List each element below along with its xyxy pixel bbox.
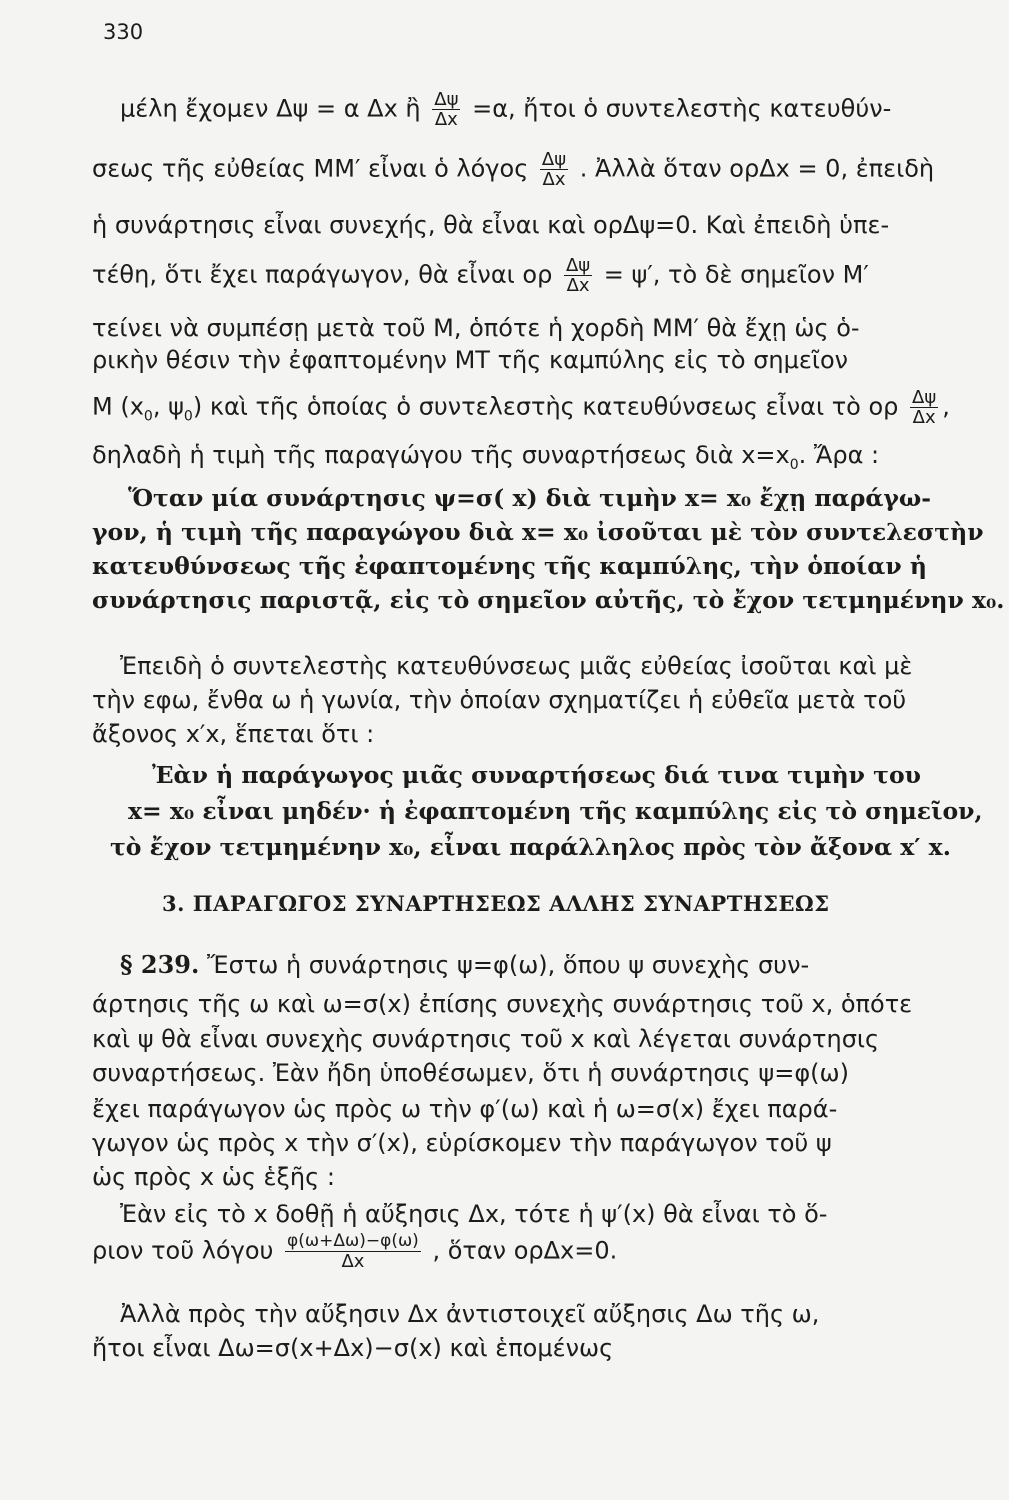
theorem-line: τὸ ἔχον τετμημένην x₀, εἶναι παράλληλος πρὸς τὸν ἄξονα x′ x. bbox=[110, 833, 951, 861]
text-line: τὴν εφω, ἔνθα ω ἡ γωνία, τὴν ὁποίαν σχηματίζει ἡ εὐθεῖα μετὰ τοῦ bbox=[92, 686, 907, 714]
text-line: Ἀλλὰ πρὸς τὴν αὔξησιν Δx ἀντιστοιχεῖ αὔξησις Δω τῆς ω, bbox=[120, 1300, 820, 1328]
text-line: ἤτοι εἶναι Δω=σ(x+Δx)−σ(x) καὶ ἑπομένως bbox=[92, 1334, 614, 1362]
theorem-line: συνάρτησις παριστᾷ, εἰς τὸ σημεῖον αὐτῆς, τὸ ἔχον τετμημένην x₀. bbox=[92, 586, 1005, 614]
theorem-line: γον, ἡ τιμὴ τῆς παραγώγου διὰ x= x₀ ἰσοῦται μὲ τὸν συντελεστὴν bbox=[92, 518, 984, 546]
theorem-line: Ἐὰν ἡ παράγωγος μιᾶς συναρτήσεως διά τινα τιμὴν του bbox=[152, 761, 921, 789]
text-line: § 239. Ἔστω ἡ συνάρτησις ψ=φ(ω), ὅπου ψ συνεχὴς συν- bbox=[120, 950, 810, 979]
text-line: ἄξονος x′x, ἕπεται ὅτι : bbox=[92, 720, 375, 748]
text-line: άρτησις τῆς ω καὶ ω=σ(x) ἐπίσης συνεχὴς συνάρτησις τοῦ x, ὁπότε bbox=[92, 990, 913, 1018]
text-line: ὡς πρὸς x ὡς ἑξῆς : bbox=[92, 1163, 335, 1191]
text-line: συναρτήσεως. Ἐὰν ἤδη ὑποθέσωμεν, ὅτι ἡ συνάρτησις ψ=φ(ω) bbox=[92, 1059, 849, 1087]
text-line: τέθη, ὅτι ἔχει παράγωγον, θὰ εἶναι ορ $\frac{\Delta\psi}{\Delta x}$ = ψ′, τὸ δὲ σημεῖον Μ′ bbox=[92, 255, 869, 296]
text-line: μέλη ἔχομεν Δψ = α Δx ἢ $\frac{\Delta\psi}{\Delta x}$ =α, ἤτοι ὁ συντελεστὴς κατευθύν- bbox=[120, 89, 892, 130]
text-line: τείνει νὰ συμπέσῃ μετὰ τοῦ Μ, ὁπότε ἡ χορδὴ ΜΜ′ θὰ ἔχῃ ὡς ὁ- bbox=[92, 314, 860, 342]
fraction: $\frac{\Delta\psi}{\Delta x}$ bbox=[541, 149, 567, 190]
text-line: δηλαδὴ ἡ τιμὴ τῆς παραγώγου τῆς συναρτήσεως διὰ $x=x_0$. Ἄρα : bbox=[92, 441, 880, 473]
text-line: Ἐπειδὴ ὁ συντελεστὴς κατευθύνσεως μιᾶς εὐθείας ἰσοῦται καὶ μὲ bbox=[120, 652, 913, 680]
theorem-line: x= x₀ εἶναι μηδέν· ἡ ἐφαπτομένη τῆς καμπύλης εἰς τὸ σημεῖον, bbox=[128, 797, 983, 825]
text-line: Ἐὰν εἰς τὸ x δοθῇ ἡ αὔξησις Δx, τότε ἡ ψ′(x) θὰ εἶναι τὸ ὅ- bbox=[120, 1200, 828, 1228]
section-number: § 239. bbox=[120, 950, 200, 979]
text-line: ἡ συνάρτησις εἶναι συνεχής, θὰ εἶναι καὶ ορΔψ=0. Καὶ ἐπειδὴ ὑπε- bbox=[92, 211, 890, 239]
page-number: 330 bbox=[103, 20, 144, 44]
text-line: καὶ ψ θὰ εἶναι συνεχὴς συνάρτησις τοῦ x καὶ λέγεται συνάρτησις bbox=[92, 1025, 880, 1053]
fraction: $\frac{\Delta\psi}{\Delta x}$ bbox=[565, 255, 591, 296]
text-line: ἔχει παράγωγον ὡς πρὸς ω τὴν φ′(ω) καὶ ἡ ω=σ(x) ἔχει παρά- bbox=[92, 1095, 838, 1123]
fraction: $\frac{\varphi(\omega+\Delta\omega)-\varphi(\omega)}{\Delta x}$ bbox=[287, 1231, 419, 1272]
theorem-line: κατευθύνσεως τῆς ἐφαπτομένης τῆς καμπύλης, τὴν ὁποίαν ἡ bbox=[92, 552, 927, 580]
theorem-line: Ὅταν μία συνάρτησις ψ=σ( x) διὰ τιμὴν x= x₀ ἔχῃ παράγω- bbox=[128, 484, 932, 512]
fraction: $\frac{\Delta\psi}{\Delta x}$ bbox=[434, 89, 459, 130]
text-line: σεως τῆς εὐθείας ΜΜ′ εἶναι ὁ λόγος $\frac{\Delta\psi}{\Delta x}$ . Ἀλλὰ ὅταν ορΔx = 0, ἐπειδὴ bbox=[92, 149, 935, 190]
text-line: γωγον ὡς πρὸς x τὴν σ′(x), εὑρίσκομεν τὴν παράγωγον τοῦ ψ bbox=[92, 1129, 832, 1157]
fraction: $\frac{\Delta\psi}{\Delta x}$ bbox=[912, 387, 937, 428]
text-line: Μ ($x_0$, $\psi_0$) καὶ τῆς ὁποίας ὁ συντελεστὴς κατευθύνσεως εἶναι τὸ ορ $\frac{\Delta\psi}{\Delta x}$ , bbox=[92, 387, 950, 428]
section-heading: 3. ΠΑΡΑΓΩΓΟΣ ΣΥΝΑΡΤΗΣΕΩΣ ΑΛΛΗΣ ΣΥΝΑΡΤΗΣΕΩΣ bbox=[162, 891, 830, 916]
text-line: ρικὴν θέσιν τὴν ἐφαπτομένην ΜΤ τῆς καμπύλης εἰς τὸ σημεῖον bbox=[92, 346, 849, 374]
text-line: ριον τοῦ λόγου $\frac{\varphi(\omega+\Delta\omega)-\varphi(\omega)}{\Delta x}$ , ὅταν ορΔx=0. bbox=[92, 1231, 618, 1272]
